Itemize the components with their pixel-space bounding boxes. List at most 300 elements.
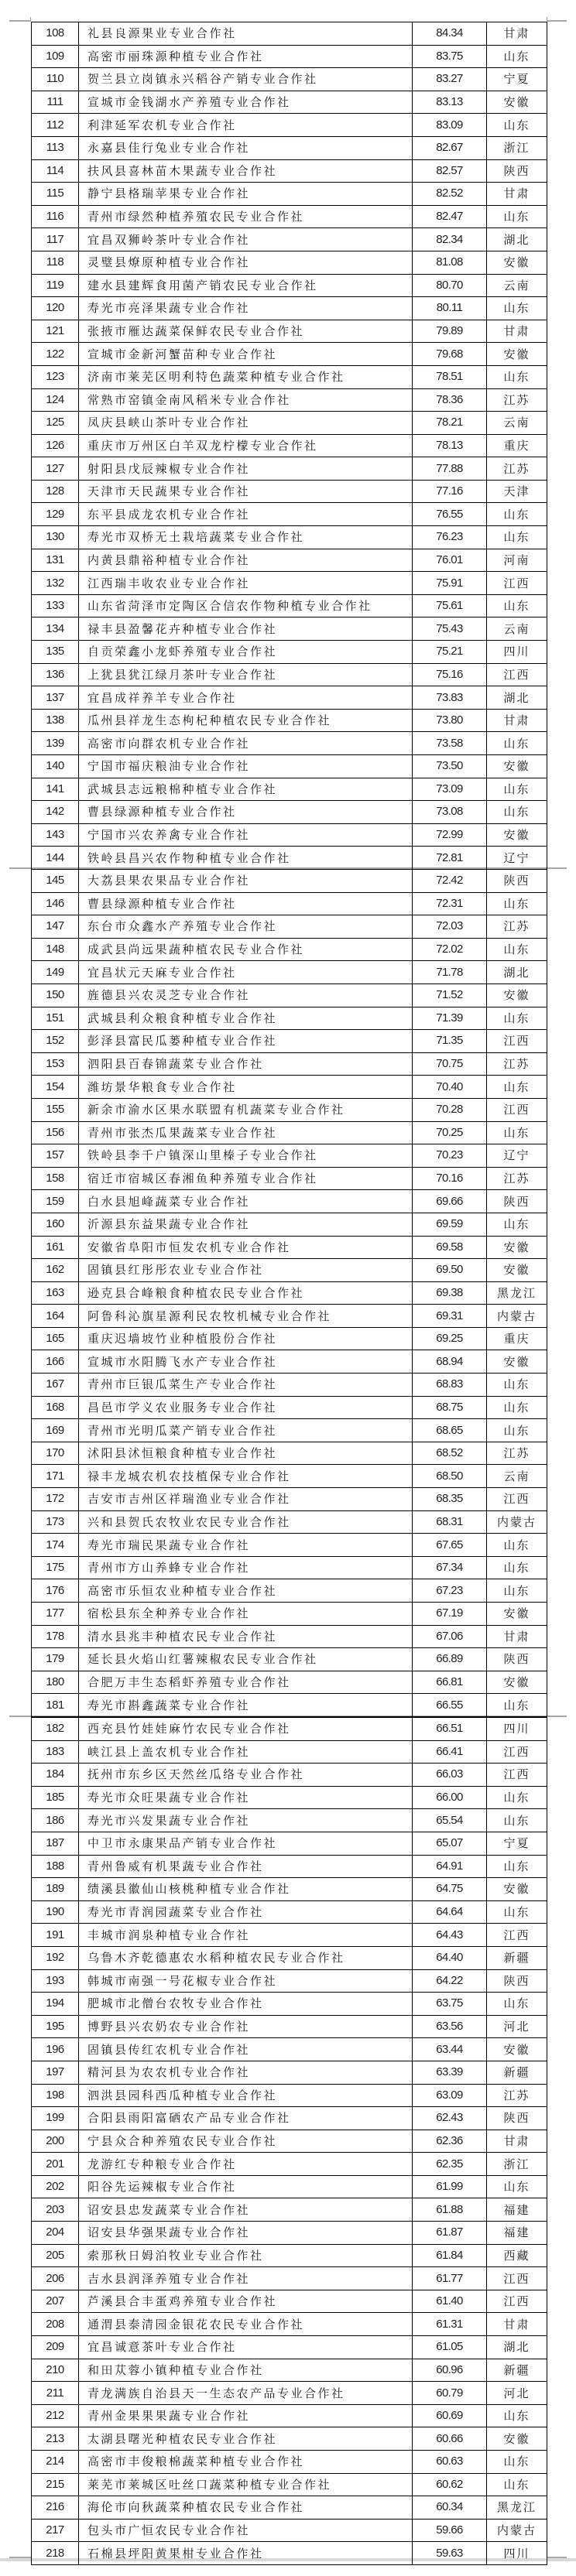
rank-cell: 168 xyxy=(32,1396,79,1419)
rank-cell: 130 xyxy=(32,526,79,549)
rank-cell: 124 xyxy=(32,388,79,412)
rank-cell: 210 xyxy=(32,2359,79,2382)
province-cell: 天津 xyxy=(487,480,547,503)
rank-cell: 125 xyxy=(32,412,79,435)
table-row xyxy=(32,434,547,457)
crop-mark-top-left xyxy=(9,20,31,22)
province-cell: 安徽 xyxy=(487,1236,547,1259)
table-page-1 xyxy=(31,22,547,870)
province-cell: 内蒙古 xyxy=(487,2519,547,2542)
cooperative-name-cell: 扶风县喜林苗木果蔬专业合作社 xyxy=(79,159,413,183)
province-cell: 新疆 xyxy=(487,2359,547,2382)
rank-cell: 153 xyxy=(32,1052,79,1076)
rank-cell: 116 xyxy=(32,205,79,228)
cooperative-name-cell: 韩城市南强一号花椒专业合作社 xyxy=(79,1969,413,1993)
cooperative-name-cell: 青州市绿然种植养殖农民专业合作社 xyxy=(79,205,413,228)
table-row xyxy=(32,2267,547,2290)
province-cell: 山东 xyxy=(487,594,547,617)
score-cell: 66.55 xyxy=(413,1694,487,1717)
province-cell: 甘肃 xyxy=(487,709,547,732)
cooperative-name-cell: 中卫市永康果品产销专业合作社 xyxy=(79,1832,413,1855)
province-cell: 湖北 xyxy=(487,686,547,710)
province-cell: 江苏 xyxy=(487,1442,547,1465)
table-row xyxy=(32,2519,547,2542)
table-row xyxy=(32,755,547,778)
province-cell: 宁夏 xyxy=(487,1832,547,1855)
cooperative-name-cell: 宜昌诚意茶叶专业合作社 xyxy=(79,2336,413,2359)
score-cell: 79.89 xyxy=(413,320,487,343)
rank-cell: 118 xyxy=(32,251,79,274)
score-cell: 64.43 xyxy=(413,1924,487,1947)
score-cell: 65.07 xyxy=(413,1832,487,1855)
province-cell: 山东 xyxy=(487,938,547,961)
cooperative-name-cell: 诏安县忠发蔬菜专业合作社 xyxy=(79,2198,413,2222)
rank-cell: 194 xyxy=(32,1993,79,2016)
cooperative-name-cell: 灵璧县燎原种植专业合作社 xyxy=(79,251,413,274)
table-row xyxy=(32,2061,547,2084)
table-row xyxy=(32,503,547,526)
province-cell: 陕西 xyxy=(487,870,547,893)
score-cell: 78.36 xyxy=(413,388,487,412)
table-row xyxy=(32,663,547,686)
cooperative-name-cell: 济南市莱芜区明利特色蔬菜种植专业合作社 xyxy=(79,365,413,388)
cooperative-name-cell: 兴和县贺氏农牧业农民专业合作社 xyxy=(79,1510,413,1534)
score-cell: 73.83 xyxy=(413,686,487,710)
province-cell: 甘肃 xyxy=(487,2313,547,2336)
score-cell: 61.40 xyxy=(413,2290,487,2313)
rank-cell: 127 xyxy=(32,457,79,481)
crop-mark-top-right xyxy=(547,20,567,22)
score-cell: 71.35 xyxy=(413,1030,487,1053)
table-row xyxy=(32,1327,547,1350)
cooperative-name-cell: 固镇县传红农机专业合作社 xyxy=(79,2038,413,2061)
score-cell: 82.67 xyxy=(413,136,487,159)
score-cell: 75.61 xyxy=(413,594,487,617)
cooperative-name-cell: 宜昌双狮岭茶叶专业合作社 xyxy=(79,228,413,251)
score-cell: 77.16 xyxy=(413,480,487,503)
table-row xyxy=(32,2130,547,2153)
cooperative-name-cell: 寿光市兴发果蔬专业合作社 xyxy=(79,1809,413,1832)
province-cell: 山东 xyxy=(487,297,547,320)
score-cell: 63.09 xyxy=(413,2084,487,2107)
cooperative-name-cell: 青州市方山养蜂专业合作社 xyxy=(79,1556,413,1579)
cooperative-name-cell: 宣城市水阳腾飞水产专业合作社 xyxy=(79,1350,413,1374)
table-row xyxy=(32,2382,547,2405)
rank-cell: 141 xyxy=(32,778,79,801)
province-cell: 山东 xyxy=(487,1076,547,1099)
score-cell: 70.28 xyxy=(413,1098,487,1121)
table-row xyxy=(32,1098,547,1121)
table-row xyxy=(32,1603,547,1626)
table-row xyxy=(32,1718,547,1741)
rank-cell: 179 xyxy=(32,1648,79,1671)
cooperative-ranking-table xyxy=(31,869,547,1717)
table-row xyxy=(32,159,547,183)
province-cell: 甘肃 xyxy=(487,1625,547,1648)
table-row xyxy=(32,1694,547,1717)
score-cell: 78.21 xyxy=(413,412,487,435)
score-cell: 71.39 xyxy=(413,1007,487,1030)
province-cell: 安徽 xyxy=(487,1878,547,1901)
cooperative-name-cell: 博野县兴农奶农专业合作社 xyxy=(79,2015,413,2038)
cooperative-name-cell: 常熟市窑镇金南风稻米专业合作社 xyxy=(79,388,413,412)
cooperative-name-cell: 青州市巨银瓜菜生产专业合作社 xyxy=(79,1374,413,1397)
score-cell: 82.34 xyxy=(413,228,487,251)
cooperative-name-cell: 通渭县泰清园金银花农民专业合作社 xyxy=(79,2313,413,2336)
score-cell: 69.58 xyxy=(413,1236,487,1259)
province-cell: 浙江 xyxy=(487,136,547,159)
table-row xyxy=(32,938,547,961)
cooperative-name-cell: 武城县志远粮棉种植专业合作社 xyxy=(79,778,413,801)
score-cell: 78.51 xyxy=(413,365,487,388)
cooperative-name-cell: 逊克县合峰粮食种植农民专业合作社 xyxy=(79,1281,413,1305)
province-cell: 山东 xyxy=(487,1809,547,1832)
score-cell: 66.41 xyxy=(413,1740,487,1764)
table-row xyxy=(32,1305,547,1328)
province-cell: 江西 xyxy=(487,663,547,686)
cooperative-name-cell: 泗阳县百春锦蔬菜专业合作社 xyxy=(79,1052,413,1076)
score-cell: 73.08 xyxy=(413,801,487,824)
province-cell: 山东 xyxy=(487,1374,547,1397)
table-row xyxy=(32,1190,547,1213)
province-cell: 山东 xyxy=(487,1419,547,1442)
province-cell: 江苏 xyxy=(487,388,547,412)
score-cell: 83.27 xyxy=(413,68,487,91)
rank-cell: 193 xyxy=(32,1969,79,1993)
rank-cell: 203 xyxy=(32,2198,79,2222)
score-cell: 61.88 xyxy=(413,2198,487,2222)
table-row xyxy=(32,1396,547,1419)
rank-cell: 214 xyxy=(32,2451,79,2474)
cooperative-name-cell: 寿光市亮泽果蔬专业合作社 xyxy=(79,297,413,320)
cooperative-name-cell: 潍坊景华粮食专业合作社 xyxy=(79,1076,413,1099)
rank-cell: 183 xyxy=(32,1740,79,1764)
rank-cell: 172 xyxy=(32,1488,79,1511)
table-row xyxy=(32,1832,547,1855)
province-cell: 山东 xyxy=(487,1694,547,1717)
table-row xyxy=(32,686,547,710)
score-cell: 73.58 xyxy=(413,732,487,755)
table-row xyxy=(32,2038,547,2061)
rank-cell: 140 xyxy=(32,755,79,778)
table-row xyxy=(32,2084,547,2107)
cooperative-name-cell: 青龙满族自治县天一生态农产品专业合作社 xyxy=(79,2382,413,2405)
table-row xyxy=(32,2244,547,2267)
score-cell: 64.64 xyxy=(413,1900,487,1924)
table-row xyxy=(32,847,547,870)
score-cell: 68.75 xyxy=(413,1396,487,1419)
score-cell: 70.23 xyxy=(413,1144,487,1168)
province-cell: 湖北 xyxy=(487,228,547,251)
province-cell: 江苏 xyxy=(487,1052,547,1076)
cooperative-name-cell: 海伦市向秋蔬菜种植农民专业合作社 xyxy=(79,2496,413,2520)
table-row xyxy=(32,1213,547,1236)
score-cell: 68.35 xyxy=(413,1488,487,1511)
table-row xyxy=(32,617,547,641)
score-cell: 72.03 xyxy=(413,915,487,939)
cooperative-name-cell: 精河县为农农机专业合作社 xyxy=(79,2061,413,2084)
table-row xyxy=(32,2198,547,2222)
table-row xyxy=(32,961,547,984)
rank-cell: 136 xyxy=(32,663,79,686)
score-cell: 78.13 xyxy=(413,434,487,457)
rank-cell: 126 xyxy=(32,434,79,457)
rank-cell: 137 xyxy=(32,686,79,710)
score-cell: 75.16 xyxy=(413,663,487,686)
table-row xyxy=(32,343,547,366)
cooperative-name-cell: 东平县成龙农机专业合作社 xyxy=(79,503,413,526)
score-cell: 63.56 xyxy=(413,2015,487,2038)
cooperative-name-cell: 旌德县兴农灵芝专业合作社 xyxy=(79,984,413,1007)
score-cell: 65.54 xyxy=(413,1809,487,1832)
province-cell: 山东 xyxy=(487,503,547,526)
cooperative-name-cell: 东台市众鑫水产养殖专业合作社 xyxy=(79,915,413,939)
rank-cell: 144 xyxy=(32,847,79,870)
score-cell: 60.96 xyxy=(413,2359,487,2382)
rank-cell: 135 xyxy=(32,641,79,664)
table-row xyxy=(32,136,547,159)
table-row xyxy=(32,205,547,228)
cooperative-name-cell: 泗洪县园科西瓜种植专业合作社 xyxy=(79,2084,413,2107)
rank-cell: 218 xyxy=(32,2542,79,2565)
cooperative-name-cell: 抚州市东乡区天然丝瓜络专业合作社 xyxy=(79,1764,413,1787)
rank-cell: 121 xyxy=(32,320,79,343)
cooperative-name-cell: 阳谷先运辣椒专业合作社 xyxy=(79,2175,413,2198)
cooperative-name-cell: 青州金果果果蔬专业合作社 xyxy=(79,2404,413,2427)
table-row xyxy=(32,1121,547,1144)
score-cell: 82.52 xyxy=(413,183,487,206)
rank-cell: 186 xyxy=(32,1809,79,1832)
rank-cell: 190 xyxy=(32,1900,79,1924)
province-cell: 甘肃 xyxy=(487,2130,547,2153)
cooperative-name-cell: 清水县兆丰种植农民专业合作社 xyxy=(79,1625,413,1648)
rank-cell: 122 xyxy=(32,343,79,366)
rank-cell: 191 xyxy=(32,1924,79,1947)
score-cell: 76.55 xyxy=(413,503,487,526)
cooperative-name-cell: 高密市丰俊粮棉蔬菜种植专业合作社 xyxy=(79,2451,413,2474)
province-cell: 宁夏 xyxy=(487,68,547,91)
table-row xyxy=(32,2290,547,2313)
rank-cell: 120 xyxy=(32,297,79,320)
cooperative-name-cell: 山东省菏泽市定陶区合信农作物种植专业合作社 xyxy=(79,594,413,617)
table-row xyxy=(32,2451,547,2474)
province-cell: 云南 xyxy=(487,412,547,435)
cooperative-name-cell: 礼县良源果业专业合作社 xyxy=(79,22,413,46)
table-row xyxy=(32,2313,547,2336)
province-cell: 山东 xyxy=(487,2175,547,2198)
score-cell: 63.44 xyxy=(413,2038,487,2061)
rank-cell: 133 xyxy=(32,594,79,617)
table-row xyxy=(32,2175,547,2198)
score-cell: 72.81 xyxy=(413,847,487,870)
rank-cell: 173 xyxy=(32,1510,79,1534)
score-cell: 83.75 xyxy=(413,45,487,68)
cooperative-name-cell: 吉水县润泽养殖专业合作社 xyxy=(79,2267,413,2290)
table-row xyxy=(32,1144,547,1168)
cooperative-name-cell: 和田苁蓉小镇种植专业合作社 xyxy=(79,2359,413,2382)
rank-cell: 175 xyxy=(32,1556,79,1579)
table-row xyxy=(32,1648,547,1671)
score-cell: 69.38 xyxy=(413,1281,487,1305)
score-cell: 64.91 xyxy=(413,1855,487,1878)
cooperative-name-cell: 乌鲁木齐乾德惠农水稻种植农民专业合作社 xyxy=(79,1946,413,1969)
score-cell: 61.87 xyxy=(413,2222,487,2245)
score-cell: 75.21 xyxy=(413,641,487,664)
cooperative-name-cell: 宣城市金钱湖水产养殖专业合作社 xyxy=(79,91,413,114)
province-cell: 甘肃 xyxy=(487,22,547,46)
cooperative-name-cell: 索那秋日姆泊牧业专业合作社 xyxy=(79,2244,413,2267)
rank-cell: 197 xyxy=(32,2061,79,2084)
rank-cell: 164 xyxy=(32,1305,79,1328)
province-cell: 安徽 xyxy=(487,984,547,1007)
score-cell: 77.88 xyxy=(413,457,487,481)
cooperative-name-cell: 沭阳县沭恒粮食种植专业合作社 xyxy=(79,1442,413,1465)
rank-cell: 145 xyxy=(32,870,79,893)
cooperative-name-cell: 高密市丽珠源种植专业合作社 xyxy=(79,45,413,68)
score-cell: 61.31 xyxy=(413,2313,487,2336)
score-cell: 69.50 xyxy=(413,1259,487,1282)
score-cell: 73.50 xyxy=(413,755,487,778)
table-row xyxy=(32,45,547,68)
cooperative-name-cell: 宿迁市宿城区春湘鱼种养殖专业合作社 xyxy=(79,1167,413,1190)
score-cell: 68.83 xyxy=(413,1374,487,1397)
province-cell: 江苏 xyxy=(487,915,547,939)
table-row xyxy=(32,1809,547,1832)
score-cell: 75.43 xyxy=(413,617,487,641)
rank-cell: 149 xyxy=(32,961,79,984)
table-row xyxy=(32,274,547,297)
table-row xyxy=(32,2542,547,2565)
table-row xyxy=(32,594,547,617)
rank-cell: 109 xyxy=(32,45,79,68)
cooperative-name-cell: 高密市向群农机专业合作社 xyxy=(79,732,413,755)
province-cell: 江苏 xyxy=(487,1167,547,1190)
cooperative-name-cell: 上犹县犹江绿月茶叶专业合作社 xyxy=(79,663,413,686)
province-cell: 辽宁 xyxy=(487,1144,547,1168)
rank-cell: 169 xyxy=(32,1419,79,1442)
table-page-3 xyxy=(31,1717,547,2565)
province-cell: 安徽 xyxy=(487,1259,547,1282)
cooperative-name-cell: 龙游红专种粮专业合作社 xyxy=(79,2153,413,2176)
table-row xyxy=(32,1465,547,1488)
province-cell: 山东 xyxy=(487,1556,547,1579)
table-row xyxy=(32,1167,547,1190)
table-row xyxy=(32,412,547,435)
table-row xyxy=(32,1556,547,1579)
score-cell: 60.79 xyxy=(413,2382,487,2405)
score-cell: 82.57 xyxy=(413,159,487,183)
cooperative-name-cell: 寿光市双桥无土栽培蔬菜专业合作社 xyxy=(79,526,413,549)
rank-cell: 204 xyxy=(32,2222,79,2245)
rank-cell: 202 xyxy=(32,2175,79,2198)
rank-cell: 158 xyxy=(32,1167,79,1190)
rank-cell: 151 xyxy=(32,1007,79,1030)
table-row xyxy=(32,1924,547,1947)
cooperative-name-cell: 寿光市青润园蔬菜专业合作社 xyxy=(79,1900,413,1924)
score-cell: 60.66 xyxy=(413,2427,487,2451)
cooperative-name-cell: 瓜州县祥龙生态枸杞种植农民专业合作社 xyxy=(79,709,413,732)
table-row xyxy=(32,2404,547,2427)
table-row xyxy=(32,1993,547,2016)
score-cell: 66.51 xyxy=(413,1718,487,1741)
score-cell: 71.78 xyxy=(413,961,487,984)
cooperative-name-cell: 丰城市润泉种植专业合作社 xyxy=(79,1924,413,1947)
table-row xyxy=(32,1878,547,1901)
table-row xyxy=(32,1740,547,1764)
rank-cell: 139 xyxy=(32,732,79,755)
table-row xyxy=(32,778,547,801)
province-cell: 黑龙江 xyxy=(487,2496,547,2520)
rank-cell: 213 xyxy=(32,2427,79,2451)
table-row xyxy=(32,1969,547,1993)
cooperative-name-cell: 峡江县上盖农机专业合作社 xyxy=(79,1740,413,1764)
province-cell: 安徽 xyxy=(487,2038,547,2061)
score-cell: 59.66 xyxy=(413,2519,487,2542)
rank-cell: 132 xyxy=(32,572,79,595)
table-row xyxy=(32,1855,547,1878)
score-cell: 66.81 xyxy=(413,1671,487,1694)
score-cell: 80.70 xyxy=(413,274,487,297)
cooperative-name-cell: 固镇县红彤彤农业专业合作社 xyxy=(79,1259,413,1282)
province-cell: 重庆 xyxy=(487,1327,547,1350)
score-cell: 69.25 xyxy=(413,1327,487,1350)
province-cell: 湖北 xyxy=(487,2336,547,2359)
table-row xyxy=(32,1236,547,1259)
rank-cell: 176 xyxy=(32,1579,79,1603)
province-cell: 甘肃 xyxy=(487,320,547,343)
table-row xyxy=(32,1030,547,1053)
province-cell: 江苏 xyxy=(487,2084,547,2107)
cooperative-name-cell: 成武县尚远果蔬种植农民专业合作社 xyxy=(79,938,413,961)
province-cell: 山东 xyxy=(487,45,547,68)
cooperative-name-cell: 曹县绿源种植专业合作社 xyxy=(79,801,413,824)
cooperative-name-cell: 延长县火焰山红薯辣椒农民专业合作社 xyxy=(79,1648,413,1671)
score-cell: 82.47 xyxy=(413,205,487,228)
table-row xyxy=(32,1259,547,1282)
score-cell: 68.50 xyxy=(413,1465,487,1488)
rank-cell: 200 xyxy=(32,2130,79,2153)
cooperative-name-cell: 肥城市北僧台农牧专业合作社 xyxy=(79,1993,413,2016)
table-row xyxy=(32,2153,547,2176)
province-cell: 山东 xyxy=(487,1855,547,1878)
province-cell: 河北 xyxy=(487,2382,547,2405)
province-cell: 安徽 xyxy=(487,251,547,274)
score-cell: 72.42 xyxy=(413,870,487,893)
province-cell: 辽宁 xyxy=(487,847,547,870)
cooperative-name-cell: 天津市天民蔬果专业合作社 xyxy=(79,480,413,503)
score-cell: 67.19 xyxy=(413,1603,487,1626)
table-row xyxy=(32,228,547,251)
score-cell: 68.94 xyxy=(413,1350,487,1374)
cooperative-name-cell: 曹县绿源种植专业合作社 xyxy=(79,892,413,915)
table-row xyxy=(32,526,547,549)
rank-cell: 138 xyxy=(32,709,79,732)
table-row xyxy=(32,2496,547,2520)
rank-cell: 113 xyxy=(32,136,79,159)
table-row xyxy=(32,1419,547,1442)
province-cell: 甘肃 xyxy=(487,183,547,206)
score-cell: 70.75 xyxy=(413,1052,487,1076)
table-row xyxy=(32,320,547,343)
rank-cell: 128 xyxy=(32,480,79,503)
province-cell: 山东 xyxy=(487,778,547,801)
table-row xyxy=(32,1510,547,1534)
rank-cell: 143 xyxy=(32,823,79,847)
province-cell: 江苏 xyxy=(487,457,547,481)
province-cell: 山东 xyxy=(487,801,547,824)
province-cell: 江西 xyxy=(487,1098,547,1121)
rank-cell: 148 xyxy=(32,938,79,961)
